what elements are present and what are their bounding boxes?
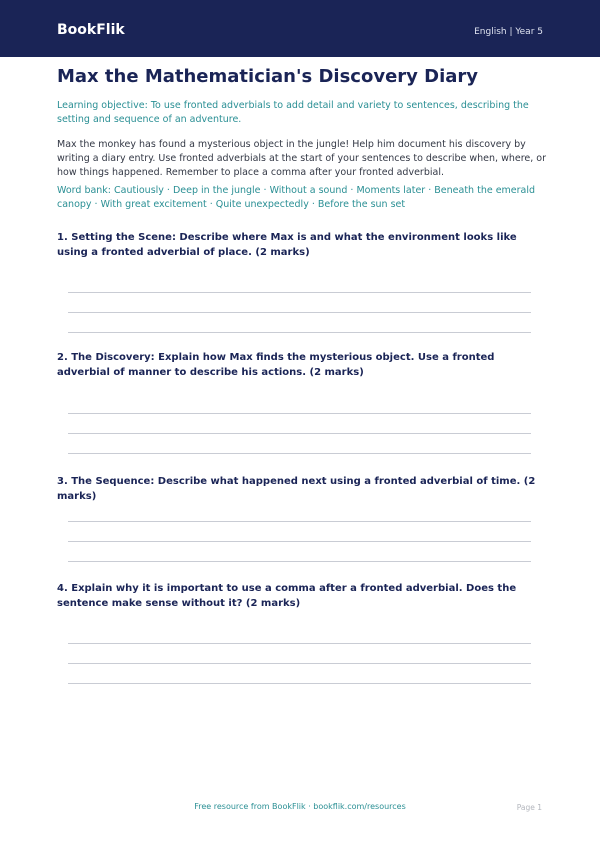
header-bar bbox=[0, 0, 600, 57]
answer-line[interactable] bbox=[68, 663, 531, 664]
answer-line[interactable] bbox=[68, 332, 531, 333]
word-bank: Word bank: Cautiously · Deep in the jungle · Without a sound · Moments later · Beneath the emerald canopy · With great excitement · Quite unexpectedly · Before the sun set bbox=[57, 185, 536, 210]
question-2: 2. The Discovery: Explain how Max finds the mysterious object. Use a fronted adverbial of manner to describe his actions. (2 marks) bbox=[57, 352, 495, 378]
intro-text: Max the monkey has found a mysterious object in the jungle! Help him document his discovery by writing a diary entry. Use fronted adverbials at the start of your sentences to describe when, where, or how things happened. Remember to place a comma after your fronted adverbial. bbox=[57, 139, 547, 178]
answer-line[interactable] bbox=[68, 312, 531, 313]
answer-line[interactable] bbox=[68, 413, 531, 414]
question-3: 3. The Sequence: Describe what happened next using a fronted adverbial of time. (2 marks) bbox=[57, 476, 536, 502]
answer-line[interactable] bbox=[68, 683, 531, 684]
learning-objective: Learning objective: To use fronted adverbials to add detail and variety to sentences, describing the setting and sequence of an adventure. bbox=[57, 100, 529, 125]
answer-line[interactable] bbox=[68, 453, 531, 454]
answer-line[interactable] bbox=[68, 521, 531, 522]
answer-line[interactable] bbox=[68, 643, 531, 644]
answer-line[interactable] bbox=[68, 561, 531, 562]
question-1: 1. Setting the Scene: Describe where Max is and what the environment looks like using a fronted adverbial of place. (2 marks) bbox=[57, 232, 517, 258]
subject-year-label: English | Year 5 bbox=[474, 27, 543, 37]
page-number: Page 1 bbox=[516, 803, 542, 812]
page-title: Max the Mathematician's Discovery Diary bbox=[57, 66, 479, 87]
answer-line[interactable] bbox=[68, 433, 531, 434]
footer-credit: Free resource from BookFlik · bookflik.com/resources bbox=[194, 802, 406, 811]
answer-line[interactable] bbox=[68, 541, 531, 542]
question-4: 4. Explain why it is important to use a comma after a fronted adverbial. Does the sentence make sense without it? (2 marks) bbox=[57, 583, 517, 609]
brand-logo: BookFlik bbox=[57, 22, 125, 38]
answer-line[interactable] bbox=[68, 292, 531, 293]
